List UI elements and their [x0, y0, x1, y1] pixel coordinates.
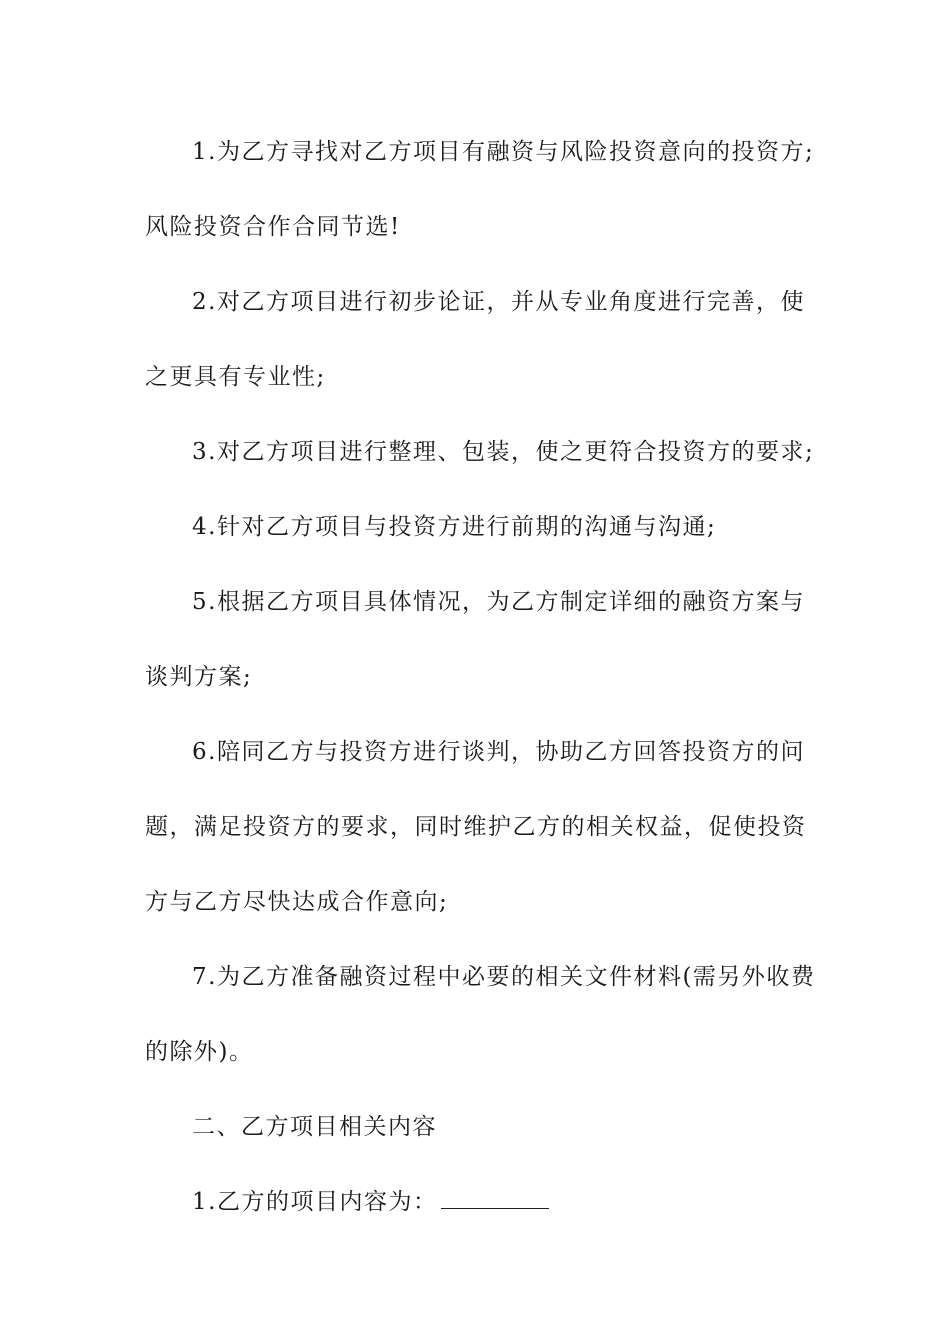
- paragraph-line-3: 2.对乙方项目进行初步论证，并从专业角度进行完善，使: [192, 289, 805, 315]
- paragraph-line-13: 的除外)。: [145, 1039, 254, 1065]
- paragraph-line-4: 之更具有专业性;: [145, 364, 326, 390]
- paragraph-line-8: 谈判方案;: [145, 664, 253, 690]
- paragraph-line-9: 6.陪同乙方与投资方进行谈判，协助乙方回答投资方的问: [192, 739, 805, 765]
- paragraph-line-1: 1.为乙方寻找对乙方项目有融资与风险投资意向的投资方;: [192, 139, 815, 165]
- paragraph-line-5: 3.对乙方项目进行整理、包装，使之更符合投资方的要求;: [192, 439, 815, 465]
- paragraph-line-11: 方与乙方尽快达成合作意向;: [145, 889, 449, 915]
- paragraph-line-10: 题，满足投资方的要求，同时维护乙方的相关权益，促使投资: [145, 814, 807, 840]
- paragraph-line-6: 4.针对乙方项目与投资方进行前期的沟通与沟通;: [192, 514, 717, 540]
- paragraph-line-15: [192, 1187, 812, 1217]
- section-heading: 二、乙方项目相关内容: [192, 1114, 437, 1140]
- paragraph-line-2: 风险投资合作合同节选!: [145, 214, 401, 240]
- fill-in-blank-underline: [441, 1188, 549, 1209]
- project-content-label: 1.乙方的项目内容为：: [192, 1189, 438, 1215]
- paragraph-line-7: 5.根据乙方项目具体情况，为乙方制定详细的融资方案与: [192, 589, 805, 615]
- paragraph-line-12: 7.为乙方准备融资过程中必要的相关文件材料(需另外收费: [192, 964, 816, 990]
